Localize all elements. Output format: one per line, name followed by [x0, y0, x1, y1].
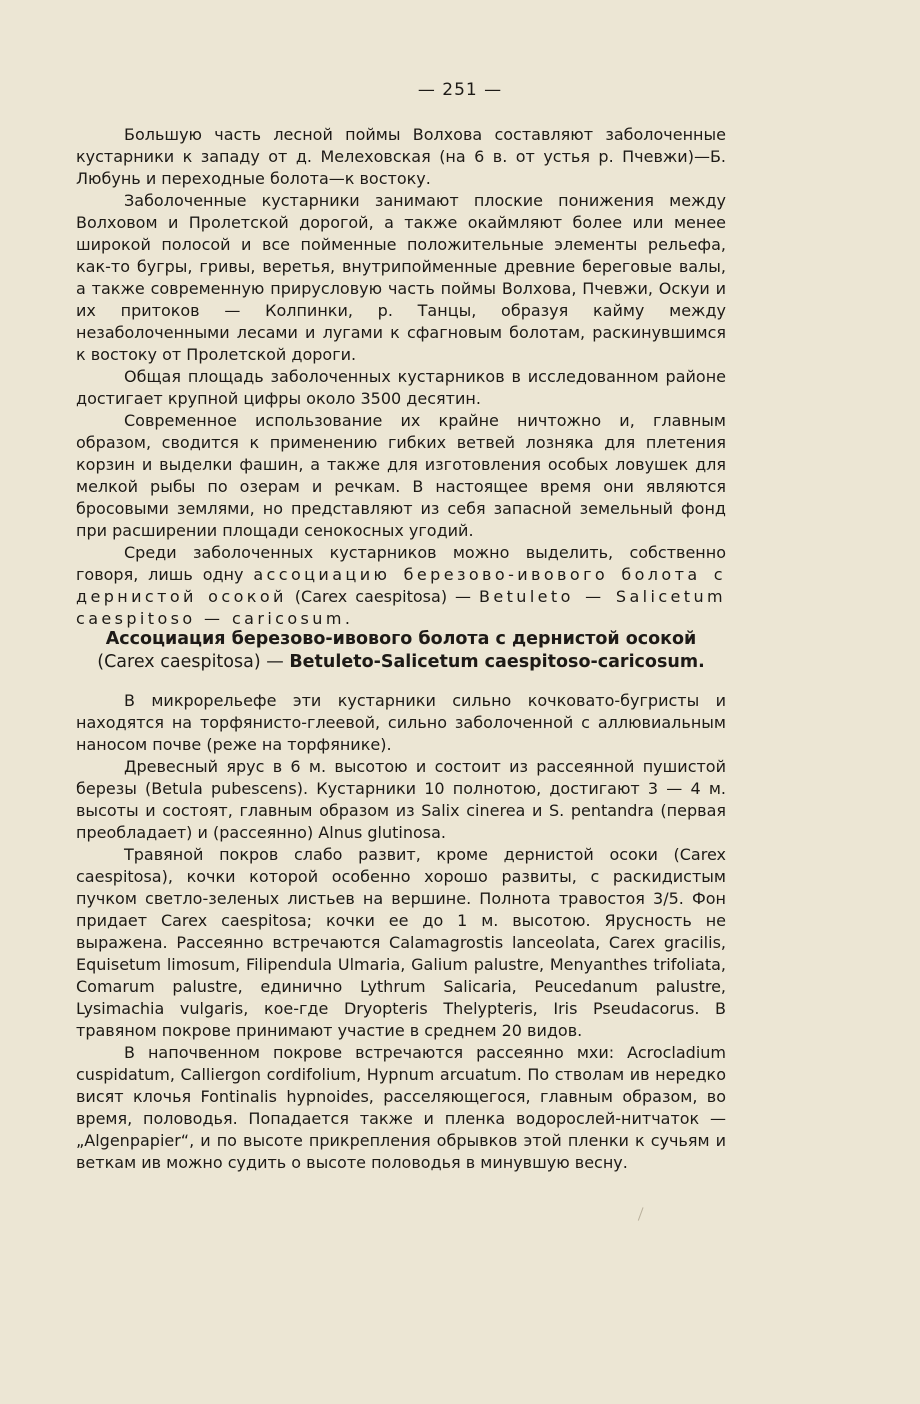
heading-title: Ассоциация березово-ивового болота с дернистой осокой: [105, 629, 697, 649]
body-text-top: [76, 124, 726, 630]
page-number: — 251 —: [417, 80, 503, 100]
paragraph: Заболоченные кустарники занимают плоские понижения между Волховом и Пролетской дорогой, а также окаймляют более или менее широкой полосой и все пойменные положительные элементы рельефа, как-то бугры, гривы, веретья, внутрипойменные древние береговые валы, а также современную прирусловую часть поймы Волхова, Пчевжи, Оскуи и их притоков — Колпинки, р. Танцы, образуя кайму между незаболоченными лесами и лугами к сфагновым болотам, раскинувшимся к востоку от Пролетской дороги.: [76, 191, 726, 364]
heading-latin-name: Betuleto-Salicetum caespitoso-caricosum.: [289, 652, 705, 672]
paragraph: Общая площадь заболоченных кустарников в исследованном районе достигает крупной цифры около 3500 десятин.: [76, 367, 726, 408]
section-heading: [76, 628, 726, 674]
heading-species: (Carex caespitosa) —: [97, 652, 284, 672]
paragraph: [76, 542, 726, 630]
paragraph: Древесный ярус в 6 м. высотою и состоит из рассеянной пушистой березы (Betula pubescens). Кустарники 10 полнотою, достигают 3 — 4 м. высоты и состоят, главным образом из Salix cinerea и S. pentandra (первая преобладает) и (рассеянно) Alnus glutinosa.: [76, 757, 726, 842]
paragraph-text: Среди заболоченных кустарников можно выделить, собственно говоря, лишь одну: [76, 543, 726, 584]
paragraph: В напочвенном покрове встречаются рассеянно мхи: Acrocladium cuspidatum, Calliergon cordifolium, Hypnum arcuatum. По стволам ив нередко висят клочья Fontinalis hypnoides, расселяющегося, главным образом, во время, половодья. Попадается также и пленка водорослей-нитчаток — „Algenpapier“, и по высоте прикрепления обрывков этой пленки к сучьям и веткам ив можно судить о высоте половодья в минувшую весну.: [76, 1043, 726, 1172]
body-text-bottom: [76, 690, 726, 1174]
paragraph: Большую часть лесной поймы Волхова составляют заболоченные кустарники к западу от д. Мелеховская (на 6 в. от устья р. Пчевжи)—Б. Любунь и переходные болота—к востоку.: [76, 125, 726, 188]
paragraph: Травяной покров слабо развит, кроме дернистой осоки (Carex caespitosa), кочки которой особенно хорошо развиты, с раскидистым пучком светло-зеленых листьев на вершине. Полнота травостоя 3/5. Фон придает Carex caespitosa; кочки ее до 1 м. высотою. Ярусность не выражена. Рассеянно встречаются Calamagrostis lanceolata, Carex gracilis, Equisetum limosum, Filipendula Ulmaria, Galium palustre, Menyanthes trifoliata, Comarum palustre, единично Lythrum Salicaria, Peucedanum palustre, Lysimachia vulgaris, кое-где Dryopteris Thelypteris, Iris Pseudacorus. В травяном покрове принимают участие в среднем 20 видов.: [76, 845, 726, 1040]
paragraph: Современное использование их крайне ничтожно и, главным образом, сводится к применению гибких ветвей лозняка для плетения корзин и выделки фашин, а также для изготовления особых ловушек для мелкой рыбы по озерам и речкам. В настоящее время они являются бросовыми землями, но представляют из себя запасной земельный фонд при расширении площади сенокосных угодий.: [76, 411, 726, 540]
spaced-term: ассоциацию березово-ивового болота с дернистой осокой: [76, 565, 726, 606]
scan-mark: [638, 1207, 649, 1223]
paragraph-text: (Carex caespitosa) —: [294, 587, 472, 606]
spaced-latin-name: Betuleto — Salicetum caespitoso — caricosum.: [76, 587, 726, 628]
paragraph: В микрорельефе эти кустарники сильно кочковато-бугристы и находятся на торфянисто-глеевой, сильно заболоченной с аллювиальным наносом почве (реже на торфянике).: [76, 691, 726, 754]
